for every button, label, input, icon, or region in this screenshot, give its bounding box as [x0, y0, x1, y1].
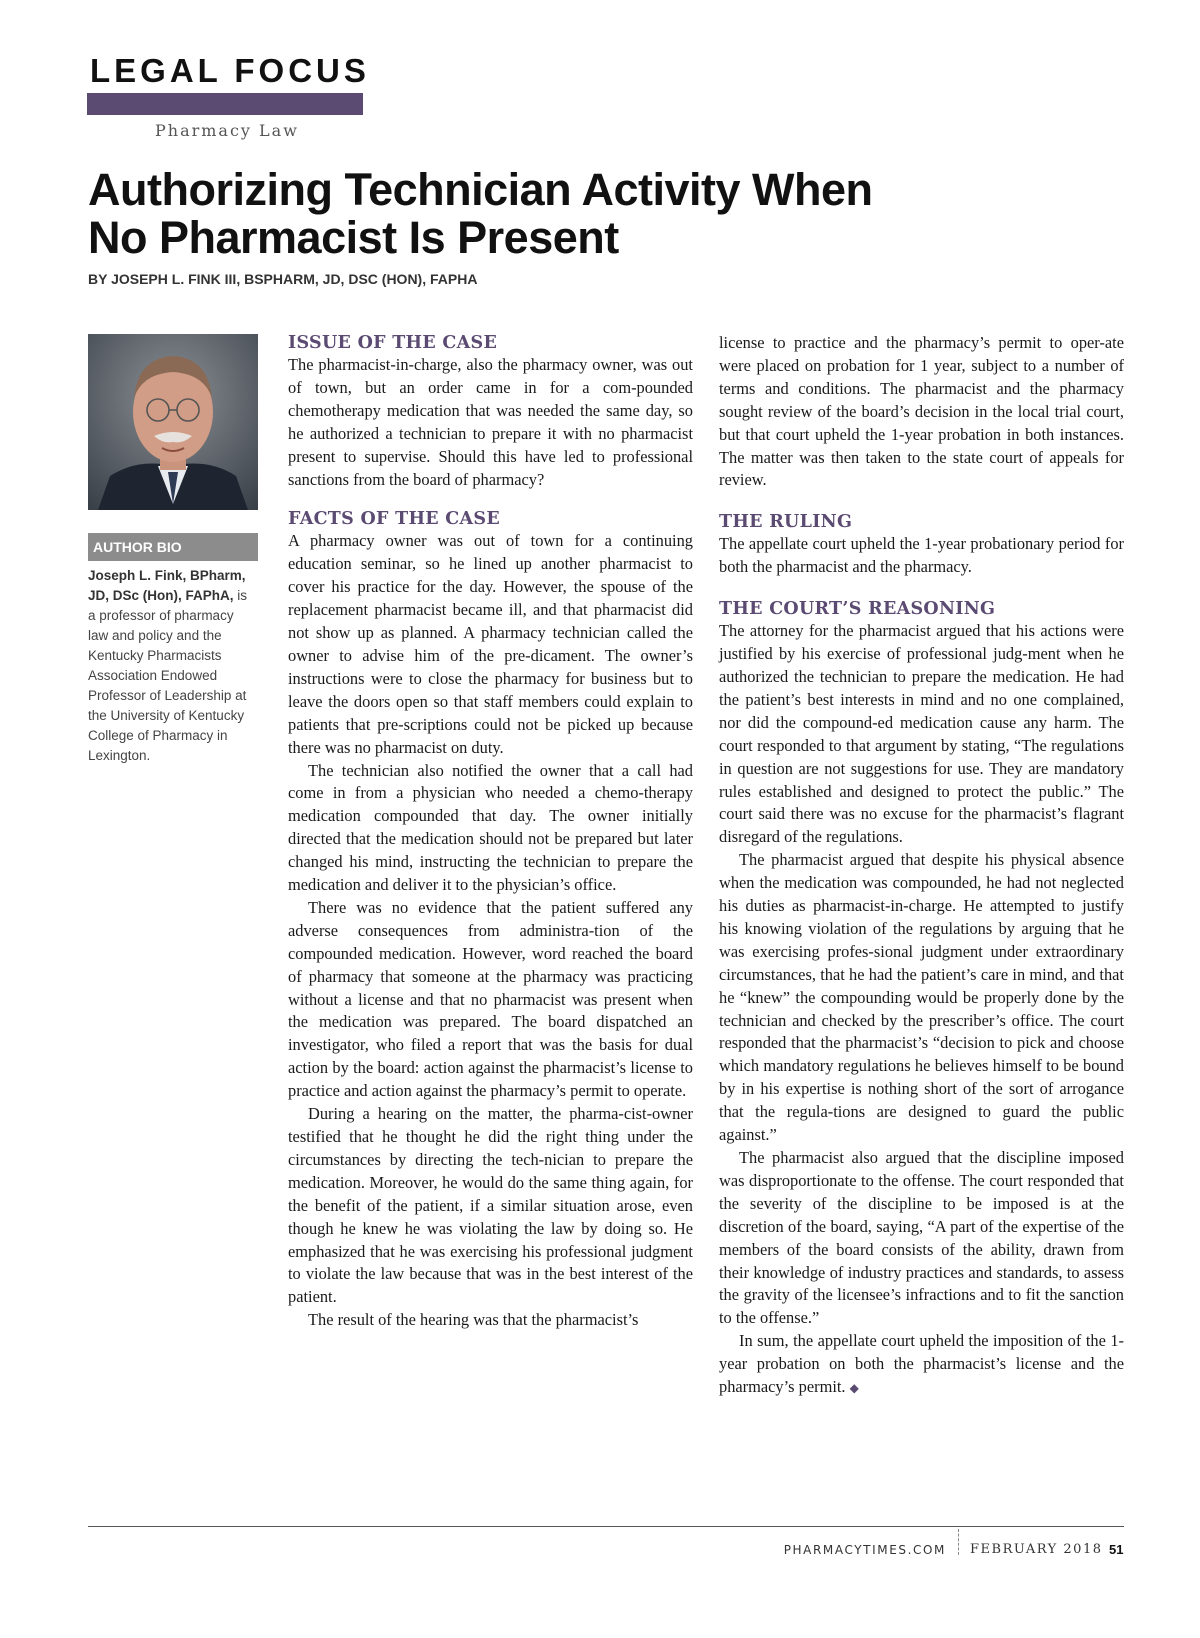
section-label: LEGAL FOCUS	[90, 52, 370, 89]
article-title	[88, 166, 988, 262]
reasoning-paragraph-4-text: In sum, the appellate court upheld the imposition of the 1-year probation on both the pharmacist’s license and the pharmacy’s permit.	[719, 1331, 1124, 1397]
facts-paragraph-2: The technician also notified the owner that a call had come in from a physician who needed a chemo-therapy medication compounded that day. The owner initially directed that the medication should not be prepared but later changed his mind, instructing the technician to prepare the medication and deliver it to the physician’s office.	[288, 760, 693, 895]
author-photo	[88, 334, 258, 510]
author-bio-name: Joseph L. Fink, BPharm, JD, DSc (Hon), FAPhA,	[88, 568, 246, 603]
title-line-1: Authorizing Technician Activity When	[88, 164, 873, 215]
issue-paragraph: The pharmacist-in-charge, also the pharmacy owner, was out of town, but an order came in for a com-pounded chemotherapy medication that was needed the same day, so he authorized a technician to prepare it with no pharmacist present to supervise. Should this have led to professional sanctions from the board of pharmacy?	[288, 355, 693, 489]
continuation-paragraph: license to practice and the pharmacy’s permit to oper-ate were placed on probation for 1 year, subject to a number of terms and conditions. The pharmacist and the pharmacy sought review of the board’s decision in the local trial court, but that court upheld the 1-year probation in both instances. The matter was then taken to the state court of appeals for review.	[719, 333, 1124, 490]
article-column-1	[288, 332, 693, 1332]
footer-separator	[958, 1529, 959, 1555]
reasoning-heading: THE COURT’S REASONING	[719, 599, 996, 620]
facts-paragraph-3: There was no evidence that the patient suffered any adverse consequences from administra-tion of the compounded medication. However, word reached the board of pharmacy that someone at the pharmacy was practicing without a license and that no pharmacist was present when the medication was prepared. The board dispatched an investigator, who filed a report that was the basis for dual action by the board: action against the pharmacist’s license to practice and action against the pharmacy’s permit to operate.	[288, 897, 693, 1101]
facts-paragraph-5: The result of the hearing was that the pharmacist’s	[308, 1310, 639, 1330]
ruling-paragraph: The appellate court upheld the 1-year probationary period for both the pharmacist and the pharmacy.	[719, 534, 1124, 577]
author-bio-text: is a professor of pharmacy law and policy and the Kentucky Pharmacists Association Endowed Professor of Leadership at the University of Kentucky College of Pharmacy in Lexington.	[88, 588, 248, 763]
reasoning-paragraph-1: The attorney for the pharmacist argued that his actions were justified by his exercise of professional judg-ment when he authorized the technician to prepare the medication. He had the patient’s best interests in mind and no one complained, nor did the compound-ed medication cause any harm. The court responded to that argument by stating, “The regulations in question are not suggestions for use. They are mandatory rules established and designed to protect the public.” The court said there was no excuse for the pharmacist’s flagrant disregard of the regulations.	[719, 621, 1124, 847]
facts-paragraph-4: During a hearing on the matter, the pharma-cist-owner testified that he thought he did the right thing under the circumstances by directing the tech-nician to prepare the medication. Moreover, he would do the same thing again, for the benefit of the patient, if a similar situation arose, even though he knew he was violating the law by doing so. He emphasized that he was exercising his professional judgment to violate the law because that was in the best interest of the patient.	[288, 1104, 693, 1307]
reasoning-paragraph-3: The pharmacist also argued that the discipline imposed was disproportionate to the offense. The court responded that the severity of the discipline to be imposed is at the discretion of the board, saying, “A part of the expertise of the members of the board consists of the ability, drawn from their knowledge of industry practices and standards, to assess the gravity of the licensee’s infractions and to fit the sanction to the offense.”	[719, 1148, 1124, 1328]
end-mark-icon: ◆	[849, 1381, 859, 1396]
reasoning-paragraph-4	[719, 1330, 1124, 1400]
author-bio-header: AUTHOR BIO	[88, 533, 258, 561]
article-column-2	[719, 332, 1124, 1400]
section-accent-bar	[87, 93, 363, 115]
ruling-heading: THE RULING	[719, 512, 853, 533]
facts-heading: FACTS OF THE CASE	[288, 509, 500, 530]
title-line-2: No Pharmacist Is Present	[88, 212, 619, 263]
footer-date: FEBRUARY 2018	[970, 1542, 1103, 1557]
category-label: Pharmacy Law	[155, 121, 299, 140]
footer-site: PHARMACYTIMES.COM	[783, 1543, 946, 1557]
page-number: 51	[1109, 1542, 1124, 1557]
facts-paragraph-1: A pharmacy owner was out of town for a continuing education seminar, so he lined up another pharmacist to cover his practice for the day. However, the spouse of the replacement pharmacist became ill, and that pharmacist did not show up as planned. A pharmacy technician called the owner to advise him of the pre-dicament. The owner’s instructions were to close the pharmacy for business but to leave the doors open so that staff members could explain to patients that pre-scriptions could not be picked up because there was no pharmacist on duty.	[288, 531, 693, 757]
author-bio	[88, 566, 253, 766]
footer-rule	[88, 1526, 1124, 1527]
issue-heading: ISSUE OF THE CASE	[288, 333, 498, 353]
byline: BY JOSEPH L. FINK III, BSPHARM, JD, DSC (HON), FAPHA	[88, 271, 478, 287]
reasoning-paragraph-2: The pharmacist argued that despite his physical absence when the medication was compounded, he had not neglected his duties as pharmacist-in-charge. He attempted to justify his knowing violation of the regulations by arguing that he was exercising profes-sional judgment under extraordinary circumstances, that he had the patient’s care in mind, and that he “knew” the compounding would be properly done by the technician and checked by the prescriber’s office. The court responded that the pharmacist’s “decision to pick and choose which mandatory regulations he believes himself to be bound by in his expertise is nothing short of the sort of arrogance that the regula-tions are designed to guard the public against.”	[719, 850, 1124, 1145]
